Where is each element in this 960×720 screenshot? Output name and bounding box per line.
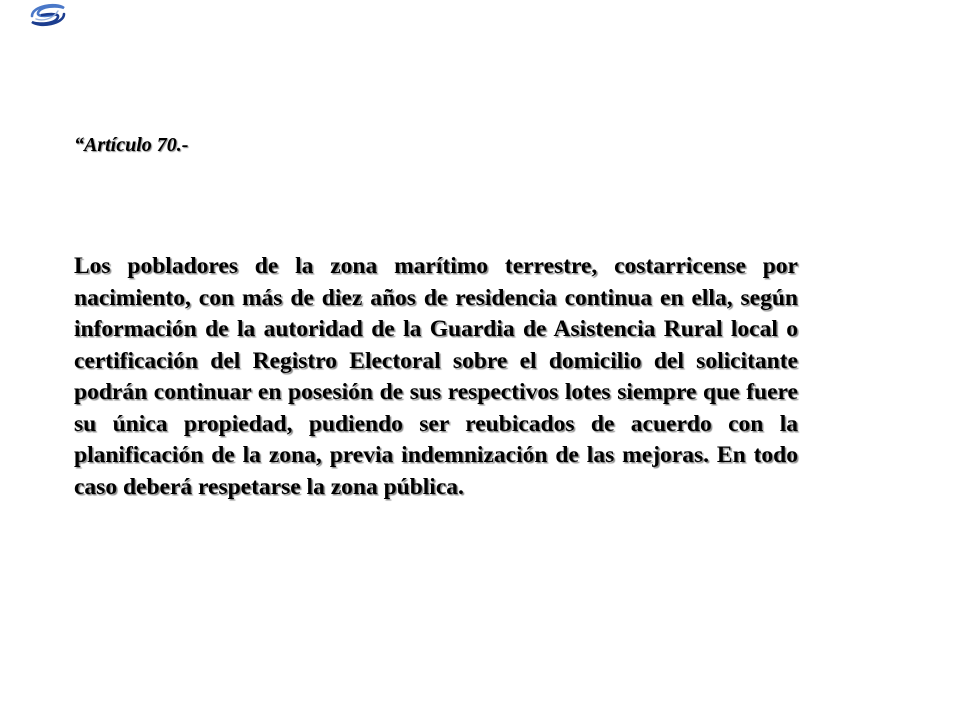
article-heading: “Artículo 70.- <box>74 134 189 156</box>
swirl-logo-icon <box>28 2 68 28</box>
article-body-text: Los pobladores de la zona marítimo terrestre, costarricense por nacimiento, con más de diez años de residencia continua en ella, según información de la autoridad de la Guardia de Asistencia Rural local o certificación del Registro Electoral sobre el domicilio del solicitante podrán continuar en posesión de sus respectivos lotes siempre que fuere su única propiedad, pudiendo ser reubicados de acuerdo con la planificación de la zona, previa indemnización de las mejoras. En todo caso deberá respetarse la zona pública. <box>74 253 798 500</box>
